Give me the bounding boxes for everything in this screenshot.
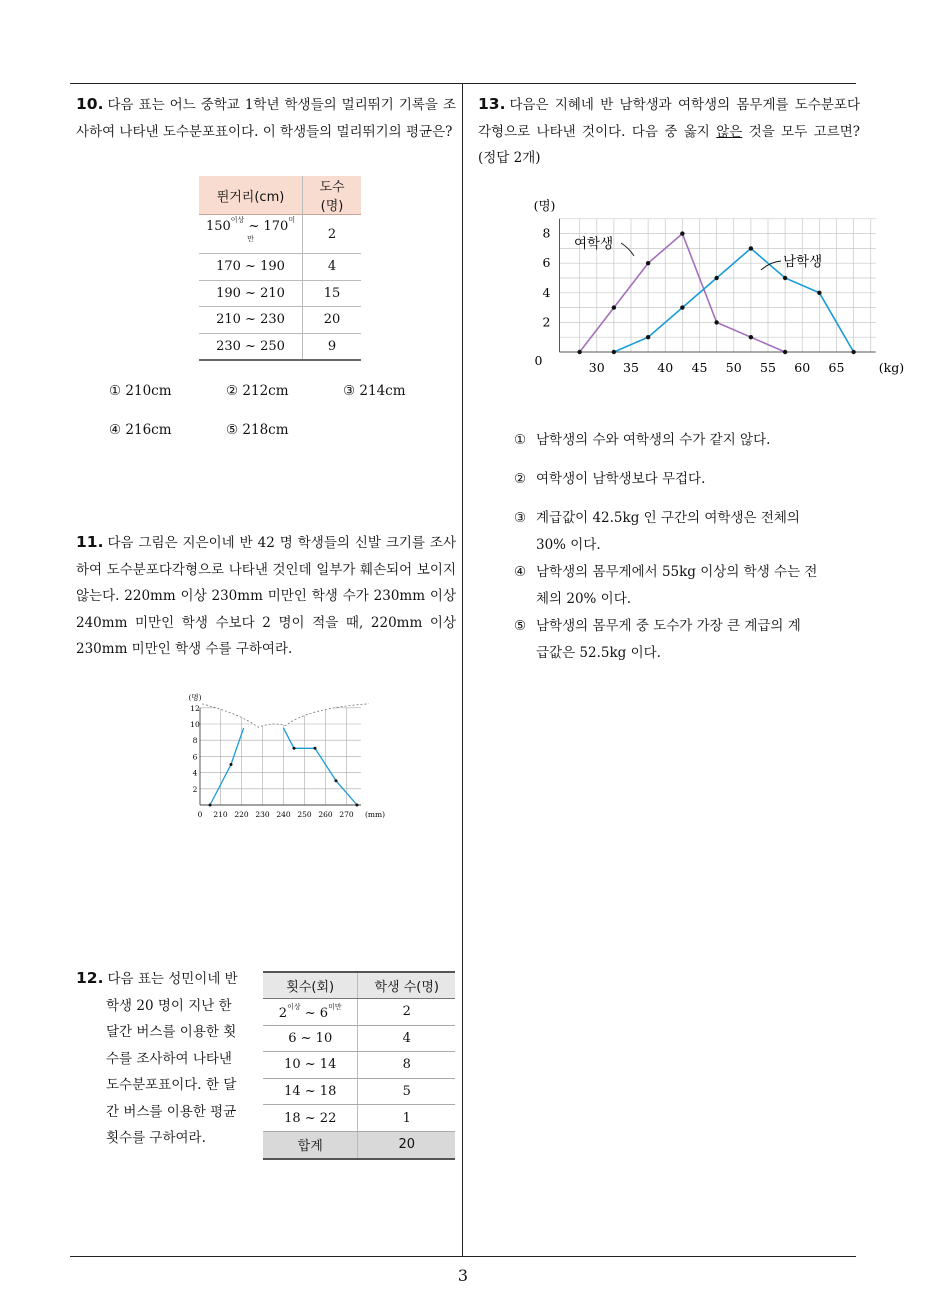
table-row [199,254,361,281]
choice-1[interactable]: ① 210cm [109,383,172,399]
data-point [356,804,359,807]
question-text: 다음 표는 어느 중학교 1학년 학생들의 멀리뛰기 기록을 조사하여 나타낸 도수분포표이다. 이 학생들의 멀리뛰기의 평균은? [76,97,456,140]
question-number: 10. [76,95,104,113]
frequency: 15 [303,280,361,307]
question-10 [76,91,456,145]
visible-segment-1 [210,728,244,805]
class-interval: 10 ~ 14 [263,1052,358,1079]
x-tick-label: 250 [297,810,312,819]
class-interval: $2^{이상}$ ~ $6^{미만}$ [263,999,358,1026]
statement-5[interactable]: ⑤ 남학생의 몸무게 중 도수가 가장 큰 계급의 계 급값은 52.5kg 이다. [514,618,801,661]
y-tick-label: 2 [542,314,551,330]
question-text: 것을 모두 고르면? (정답 2개) [478,123,860,166]
data-point [209,804,212,807]
x-tick-label: 35 [623,360,639,375]
question-text-line: 간 버스를 이용한 평균 [106,1103,237,1120]
question-text: 다음은 지혜네 반 남학생과 여학생의 몸무게를 도수분포다각형으로 나타낸 것이다. 다음 중 옳지 [478,97,860,140]
visible-segment-2 [284,728,358,805]
data-point [851,350,855,354]
y-tick-label: 6 [192,752,198,762]
y-tick-label: 12 [190,703,200,713]
choice-5[interactable]: ⑤ 218cm [226,422,289,438]
class-interval: 14 ~ 18 [263,1078,358,1105]
data-point [714,320,718,324]
frequency: 4 [358,1025,455,1052]
series-label-girls: 여학생 [574,236,614,252]
frequency: 20 [303,307,361,334]
data-point [646,261,650,265]
frequency: 9 [303,333,361,360]
question-text-line: 횟수를 구하여라. [106,1130,206,1146]
x-tick-label: 55 [760,360,776,375]
data-point [817,291,821,295]
y-tick-label: 10 [190,720,200,729]
table-header: 도수(명) [303,176,361,215]
question-text-line: 다음 표는 성민이네 반 [107,971,238,987]
question-text-line: 도수분포표이다. 한 달 [106,1077,237,1093]
page-number: 3 [457,1266,469,1285]
bus-usage-frequency-table [263,971,455,1160]
x-tick-label: 65 [828,360,845,375]
x-tick-label: 270 [339,810,354,819]
table-header: 횟수(회) [263,972,358,999]
y-tick-label: 8 [542,225,551,241]
question-text-line: 달간 버스를 이용한 횟 [106,1024,237,1040]
total-label: 합계 [263,1131,358,1158]
statement-3[interactable]: ③ 계급값이 42.5kg 인 구간의 여학생은 전체의 30% 이다. [514,510,800,553]
column-divider [462,83,463,1257]
table-row [199,307,361,334]
class-interval: 210 ~ 230 [199,307,303,334]
x-tick-label: 230 [255,810,270,819]
table-total-row [263,1131,455,1158]
question-text-underlined: 않은 [716,123,743,140]
table-row [263,1078,455,1105]
question-text: 다음 그림은 지은이네 반 42 명 학생들의 신발 크기를 조사하여 도수분포다각형으로 나타낸 것인데 일부가 훼손되어 보이지 않는다. 220mm 이상 230mm 미만인 학생 수가 230mm 이상 240mm 미만인 학생 수보다 2 명이 적을 때, 220mm 이상 230mm 미만인 학생 수를 구하여라. [76,535,456,657]
class-interval: 230 ~ 250 [199,333,303,360]
statement-2[interactable]: ② 여학생이 남학생보다 무겁다. [514,471,706,487]
top-rule [70,83,856,84]
data-point [783,276,787,280]
question-number: 13. [478,95,506,113]
question-number: 11. [76,533,104,551]
x-tick-label: 240 [276,810,291,819]
question-text-line: 학생 20 명이 지난 한 [106,997,232,1014]
frequency: 5 [358,1078,455,1105]
shoe-size-frequency-polygon [176,688,386,823]
total-value: 20 [358,1131,455,1158]
data-point [577,350,581,354]
y-tick-label: 4 [192,768,198,778]
x-tick-label: 30 [588,360,605,375]
question-11 [76,529,456,663]
y-tick-label: 4 [542,284,551,300]
table-row [199,280,361,307]
data-point [293,747,296,750]
data-point [612,350,616,354]
statement-1[interactable]: ① 남학생의 수와 여학생의 수가 같지 않다. [514,432,771,448]
y-axis-unit: (명) [188,692,202,702]
weight-frequency-polygon [505,197,905,380]
data-point [749,246,753,250]
x-tick-label: 45 [691,360,708,375]
statement-4[interactable]: ④ 남학생의 몸무게에서 55kg 이상의 학생 수는 전 체의 20% 이다. [514,564,818,607]
leader-line [621,243,634,256]
class-interval: 190 ~ 210 [199,280,303,307]
x-tick-label: 50 [725,360,742,375]
class-interval: 18 ~ 22 [263,1105,358,1132]
class-interval: 6 ~ 10 [263,1025,358,1052]
y-tick-label: 2 [192,784,198,794]
class-interval: 170 ~ 190 [199,254,303,281]
x-axis-unit: (mm) [365,810,386,819]
frequency: 1 [358,1105,455,1132]
x-tick-label: 60 [794,360,811,375]
choice-3[interactable]: ③ 214cm [343,383,406,399]
x-tick-label: 220 [234,810,249,819]
x-tick-label: 210 [213,810,228,819]
y-tick-label: 6 [542,255,551,271]
frequency: 2 [358,999,455,1026]
data-point [783,350,787,354]
table-row [263,1052,455,1079]
frequency: 4 [303,254,361,281]
long-jump-frequency-table [199,176,361,361]
data-point [680,305,684,309]
data-point [680,231,684,235]
class-interval: $150^{이상}$ ~ $170^{미만}$ [199,215,303,254]
table-row [199,333,361,360]
y-tick-label: 8 [192,736,198,746]
table-header: 뛴거리(cm) [199,176,303,215]
frequency: 8 [358,1052,455,1079]
data-point [314,747,317,750]
data-point [612,305,616,309]
table-row [199,215,361,254]
frequency: 2 [303,215,361,254]
table-row [263,1105,455,1132]
x-tick-label: 40 [657,360,674,375]
y-axis-unit: (명) [533,197,556,213]
data-point [230,763,233,766]
question-text-line: 수를 조사하여 나타낸 [106,1050,232,1067]
x-tick-label: 0 [197,810,203,819]
data-point [335,779,338,782]
data-point [714,276,718,280]
choice-4[interactable]: ④ 216cm [109,422,172,438]
table-header: 학생 수(명) [358,972,455,999]
x-axis-unit: (kg) [878,360,905,375]
x-tick-label: 260 [318,810,333,819]
choice-2[interactable]: ② 212cm [226,383,289,399]
bottom-rule [70,1256,856,1257]
question-number: 12. [76,969,104,987]
table-row [263,999,455,1026]
question-13 [478,91,860,172]
origin-label: 0 [534,353,543,368]
data-point [749,335,753,339]
table-row [263,1025,455,1052]
series-label-boys: 남학생 [783,254,823,270]
data-point [646,335,650,339]
question-12 [76,965,266,1152]
